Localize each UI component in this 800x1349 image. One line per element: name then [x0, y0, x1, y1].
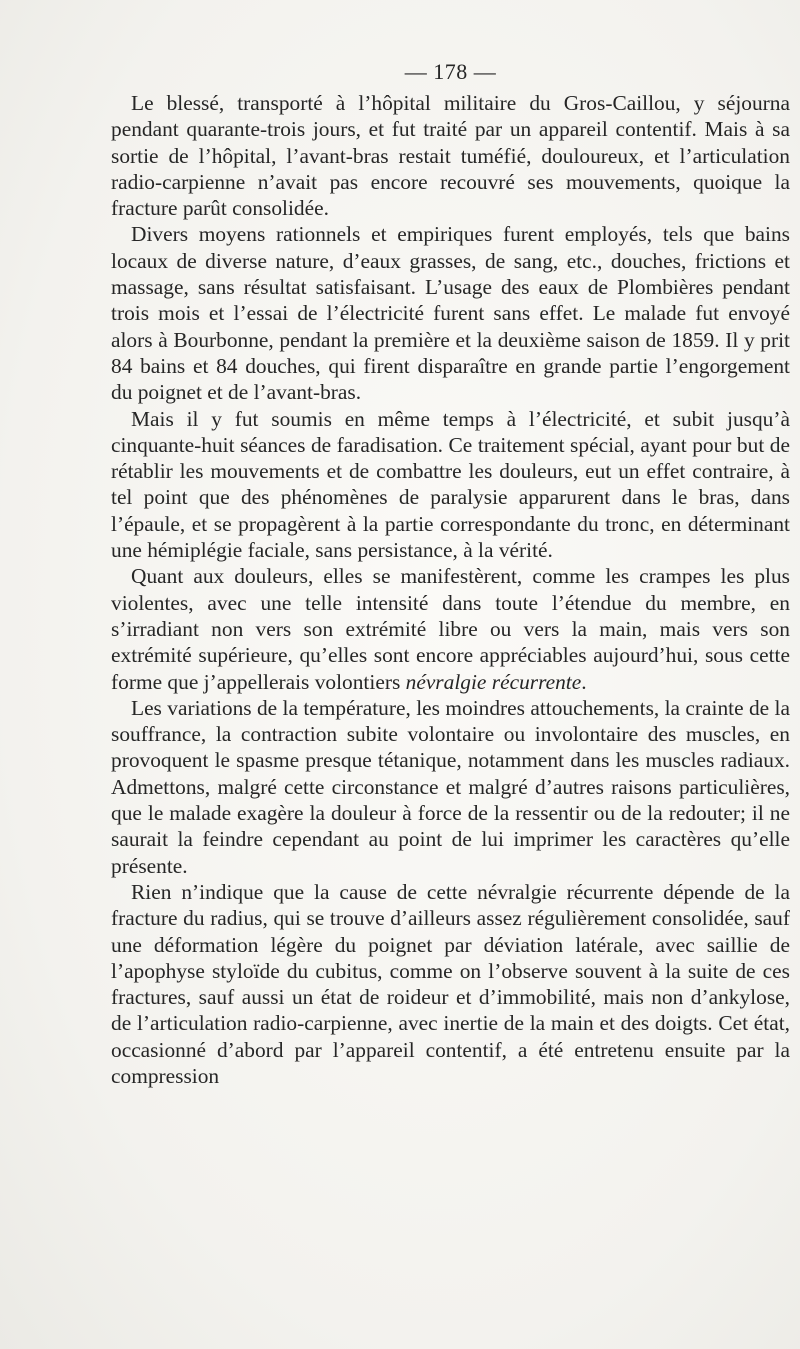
paragraph-4 [111, 563, 790, 694]
paragraph-6: Rien n’indique que la cause de cette névralgie récurrente dépende de la fracture du radius, qui se trouve d’ailleurs assez régulièrement consolidée, sauf une déformation légère du poignet par déviation latérale, avec saillie de l’apophyse styloïde du cubitus, comme on l’observe souvent à la suite de ces fractures, sauf aussi un état de roideur et d’immobilité, mais non d’ankylose, de l’articulation radio-carpienne, avec inertie de la main et des doigts. Cet état, occasionné d’abord par l’appareil contentif, a été entretenu ensuite par la compression [111, 879, 790, 1088]
paragraph-2: Divers moyens rationnels et empiriques furent employés, tels que bains locaux de diverse nature, d’eaux grasses, de sang, etc., douches, frictions et massage, sans résultat satisfaisant. L’usage des eaux de Plombières pendant trois mois et l’essai de l’électricité furent sans effet. Le malade fut envoyé alors à Bourbonne, pendant la première et la deuxième saison de 1859. Il y prit 84 bains et 84 douches, qui firent disparaître en grande partie l’engorgement du poignet et de l’avant-bras. [111, 222, 790, 405]
paragraph-4-text: Quant aux douleurs, elles se manifestèrent, comme les crampes les plus violentes, avec une telle intensité dans toute l’étendue du membre, en s’irradiant non vers son extrémité libre ou vers la main, mais vers son extrémité supérieure, qu’elles sont encore appréciables aujourd’hui, sous cette forme que j’appellerais volontiers [111, 564, 790, 694]
page-number: — 178 — [404, 59, 497, 84]
paragraph-3: Mais il y fut soumis en même temps à l’électricité, et subit jusqu’à cinquante-huit séances de faradisation. Ce traitement spécial, ayant pour but de rétablir les mouvements et de combattre les douleurs, eut un effet contraire, à tel point que des phénomènes de paralysie apparurent dans le bras, dans l’épaule, et se propagèrent à la partie correspondante du tronc, en déterminant une hémiplégie faciale, sans persistance, à la vérité. [111, 406, 790, 563]
paragraph-4-end: . [581, 669, 587, 694]
paragraph-5: Les variations de la température, les moindres attouchements, la crainte de la souffrance, la contraction subite volontaire ou involontaire des muscles, en provoquent le spasme presque tétanique, notamment dans les muscles radiaux. Admettons, malgré cette circonstance et malgré d’autres raisons particulières, que le malade exagère la douleur à force de la ressentir ou de la redouter; il ne saurait la feindre cependant au point de lui imprimer les caractères qu’elle présente. [111, 695, 790, 878]
italic-term: névralgie récurrente [405, 669, 582, 694]
paragraph-1: Le blessé, transporté à l’hôpital militaire du Gros-Caillou, y séjourna pendant quarante-trois jours, et fut traité par un appareil contentif. Mais à sa sortie de l’hôpital, l’avant-bras restait tuméfié, douloureux, et l’articulation radio-carpienne n’avait pas encore recouvré ses mouvements, quoique la fracture parût consolidée. [111, 91, 790, 221]
